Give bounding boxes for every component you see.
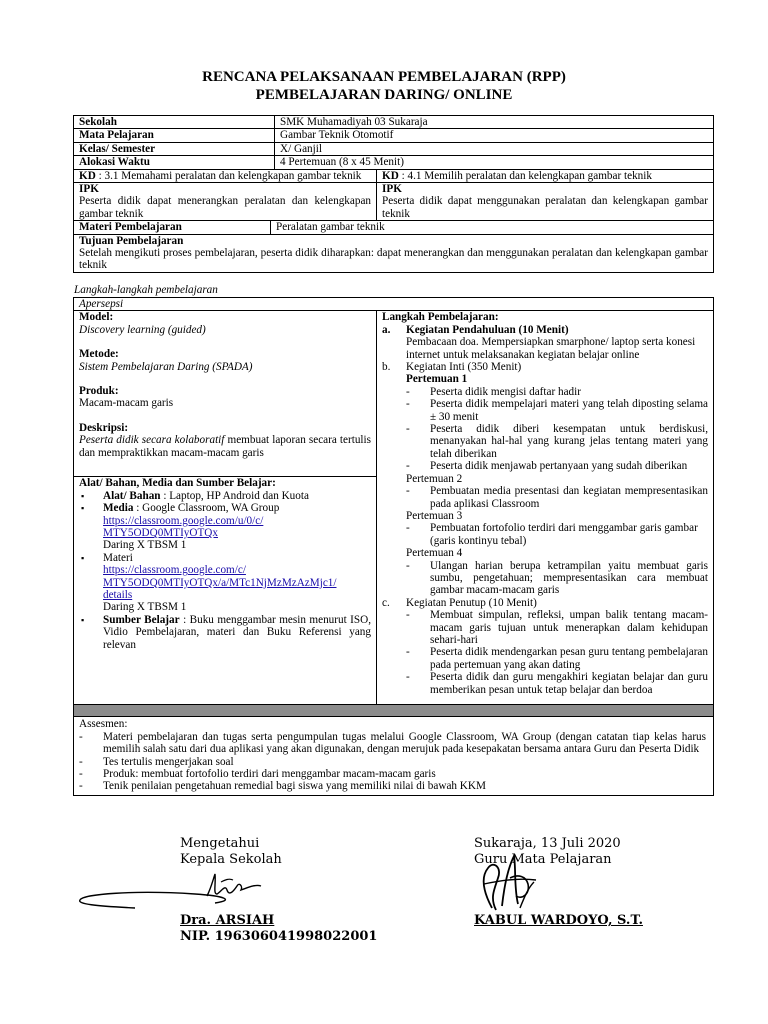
right-column: Langkah Pembelajaran: a. Kegiatan Pendahuluan (10 Menit) Pembacaan doa. Mempersiapkan smarphone/ laptop serta konesi internet untuk melaksanakan kegiatan belajar online b. Kegiatan Inti (350 Menit) Pertemuan 1 - Peserta didik mengisi daftar hadir - Peserta didik mempelajari materi yang telah diposting selama ± 30 menit - Peserta didik diberi kesempatan untuk berdiskusi, menanyakan hal-hal yang kurang jelas tentang materi yang telah diberikan - Peserta didik menjawab pertanyaan yang sudah diberikan Pertemuan 2 - Pembuatan media presentasi dan kegiatan mempresentasikan pada aplikasi Classroom Pertemuan 3 - Pembuatan fortofolio terdiri dari menggambar garis gambar (garis kontinyu tebal) Pertemuan 4 - Ulangan harian berupa ketrampilan yaitu membuat garis sumbu, pengetahuan; mempresentasikan cara membuat gambar macam-macam garis c. Kegiatan Penutup (10 Menit) - Membuat simpulan, refleksi, umpan balik tentang macam-macam garis tujuan untuk menerapkan dalam kehidupan sehari-hari - Peserta didik mendengarkan pesan guru tentang pembelajaran pada pertemuan yang akan dating - Peserta didik dan guru mengakhiri kegiatan belajar dan guru memberikan pesan untuk tetap belajar dan berdoa xyxy=(377,311,714,705)
alat-item-media: ▪ Media : Google Classroom, WA Group https://classroom.google.com/u/0/c/ MTY5ODQ0MTIyOTQx Daring X TBSM 1 xyxy=(81,502,280,552)
asesmen-cell: Assesmen: - Materi pembelajaran dan tugas serta pengumpulan tugas melalui Google Classroom, WA Group (dengan catatan tiap kelas harus memilih salah satu dari dua aplikasi yang akan digunakan, dengan merujuk pada kesepakatan bersama antara Guru dan Peserta Didik - Tes tertulis mengerjakan soal - Produk: membuat fortofolio terdiri dari menggambar macam-macam garis - Tenik penilaian pengetahuan remedial bagi siswa yang memiliki nilai di bawah KKM xyxy=(74,717,714,795)
info-row-alokasi xyxy=(74,156,714,169)
info-label: Kelas/ Semester xyxy=(74,142,275,155)
apersepsi-cell: Apersepsi xyxy=(74,298,714,311)
document-subtitle: PEMBELAJARAN DARING/ ONLINE xyxy=(255,87,513,103)
sign-left-line1: Mengetahui xyxy=(180,836,260,851)
ipk-row xyxy=(74,183,714,221)
divider-row xyxy=(74,705,714,717)
alat-section: Alat/ Bahan, Media dan Sumber Belajar: ▪ Alat/ Bahan : Laptop, HP Android dan Kuota ▪ Media : Google Classroom, WA Group https://classroom.google.com/u/0/c/ MTY5ODQ0MTIyOTQx Daring X TBSM 1 ▪ Materi https://classroom.google.com/c/ MTY5ODQ0MTIyOTQx/a/MTc1NjMzMzAzMjc1/ details Daring X TBSM 1 ▪ Sumber Belajar : Buku menggambar mesin menurut ISO, Vidio Pembelajaran, materi dan Buku Referensi yang relevan xyxy=(74,476,376,651)
info-value: X/ Ganjil xyxy=(275,142,714,155)
classroom-link-2-details[interactable]: details xyxy=(103,589,133,602)
sign-right-line2: Guru Mata Pelajaran xyxy=(474,852,612,867)
model-section: Model: Discovery learning (guided) Metode: Sistem Pembelajaran Daring (SPADA) Produk: Macam-macam garis Deskripsi: Peserta didik secara kolaboratif membuat laporan secara tertulis dan mempraktikkan macam-macam garis xyxy=(79,311,371,459)
sign-left-nip: NIP. 196306041998022001 xyxy=(180,929,378,944)
left-column xyxy=(74,311,377,705)
info-value: 4 Pertemuan (8 x 45 Menit) xyxy=(275,156,714,169)
info-row-kelas xyxy=(74,142,714,155)
sign-right-name: KABUL WARDOYO, S.T. xyxy=(474,913,643,928)
pertemuan-1-list: - Peserta didik mengisi daftar hadir - Peserta didik mempelajari materi yang telah diposting selama ± 30 menit - Peserta didik diberi kesempatan untuk berdiskusi, menanyakan hal-hal yang kurang jelas tentang materi yang telah diberikan - Peserta didik menjawab pertanyaan yang sudah diberikan xyxy=(406,385,708,473)
info-value: Gambar Teknik Otomotif xyxy=(275,129,714,142)
langkah-caption: Langkah-langkah pembelajaran xyxy=(74,284,218,296)
teacher-signature-image xyxy=(462,838,562,918)
kd-right: KD : 4.1 Memilih peralatan dan kelengkapan gambar teknik xyxy=(377,170,714,183)
gray-divider xyxy=(74,705,714,717)
content-row xyxy=(74,311,714,705)
sign-left-name: Dra. ARSIAH xyxy=(180,913,275,928)
ipk-left: IPK Peserta didik dapat menerangkan peralatan dan kelengkapan gambar teknik xyxy=(74,183,377,221)
sign-right-line1: Sukaraja, 13 Juli 2020 xyxy=(474,836,621,851)
pertemuan-2-list: - Pembuatan media presentasi dan kegiatan mempresentasikan pada aplikasi Classroom xyxy=(406,485,708,510)
ipk-right: IPK Peserta didik dapat menggunakan peralatan dan kelengkapan gambar teknik xyxy=(377,183,714,221)
main-table xyxy=(73,297,714,796)
document-title: RENCANA PELAKSANAAN PEMBELAJARAN (RPP) xyxy=(202,69,566,85)
materi-row xyxy=(74,221,714,234)
info-label: Alokasi Waktu xyxy=(74,156,275,169)
classroom-link-2-cont[interactable]: MTY5ODQ0MTIyOTQx/a/MTc1NjMzMzAzMjc1/ xyxy=(103,576,337,589)
kd-left: KD : 3.1 Memahami peralatan dan kelengkapan gambar teknik xyxy=(74,170,377,183)
sign-left-line2: Kepala Sekolah xyxy=(180,852,282,867)
info-table xyxy=(73,115,714,273)
tujuan-cell: Tujuan Pembelajaran Setelah mengikuti proses pembelajaran, peserta didik diharapkan: dapat menerangkan dan menggunakan peralatan dan kelengkapan gambar teknik xyxy=(74,234,714,272)
classroom-link-1-cont[interactable]: MTY5ODQ0MTIyOTQx xyxy=(103,527,218,540)
penutup-list: - Membuat simpulan, refleksi, umpan balik tentang macam-macam garis tujuan untuk menerapkan dalam kehidupan sehari-hari - Peserta didik mendengarkan pesan guru tentang pembelajaran pada pertemuan yang akan dating - Peserta didik dan guru mengakhiri kegiatan belajar dan guru memberikan pesan untuk tetap belajar dan berdoa xyxy=(406,609,708,696)
kd-row xyxy=(74,170,714,183)
materi-label: Materi Pembelajaran xyxy=(74,221,271,234)
alat-item-sumber: ▪ Sumber Belajar : Buku menggambar mesin menurut ISO, Vidio Pembelajaran, materi dan Buku Referensi yang relevan xyxy=(81,613,371,651)
step-b: b. Kegiatan Inti (350 Menit) xyxy=(382,361,522,374)
pertemuan-4-list: - Ulangan harian berupa ketrampilan yaitu membuat garis sumbu, pengetahuan; mempresentasikan cara membuat gambar macam-macam garis xyxy=(406,559,708,597)
tujuan-row xyxy=(74,234,714,272)
asesmen-row xyxy=(74,717,714,795)
info-label: Mata Pelajaran xyxy=(74,129,275,142)
info-row-mapel xyxy=(74,129,714,142)
info-label: Sekolah xyxy=(74,116,275,129)
step-a: a. Kegiatan Pendahuluan (10 Menit) xyxy=(382,323,569,336)
materi-value: Peralatan gambar teknik xyxy=(271,221,714,234)
info-value: SMK Muhamadiyah 03 Sukaraja xyxy=(275,116,714,129)
classroom-link-1[interactable]: https://classroom.google.com/u/0/c/ xyxy=(103,514,264,527)
classroom-link-2[interactable]: https://classroom.google.com/c/ xyxy=(103,564,246,577)
pertemuan-3-list: - Pembuatan fortofolio terdiri dari menggambar garis gambar (garis kontinyu tebal) xyxy=(406,522,698,547)
alat-item-materi: ▪ Materi https://classroom.google.com/c/ MTY5ODQ0MTIyOTQx/a/MTc1NjMzMzAzMjc1/ details Daring X TBSM 1 xyxy=(81,551,337,614)
info-row-sekolah xyxy=(74,116,714,129)
alat-item-bahan: ▪ Alat/ Bahan : Laptop, HP Android dan Kuota xyxy=(81,489,309,502)
step-c: c. Kegiatan Penutup (10 Menit) xyxy=(382,596,537,609)
apersepsi-row xyxy=(74,298,714,311)
